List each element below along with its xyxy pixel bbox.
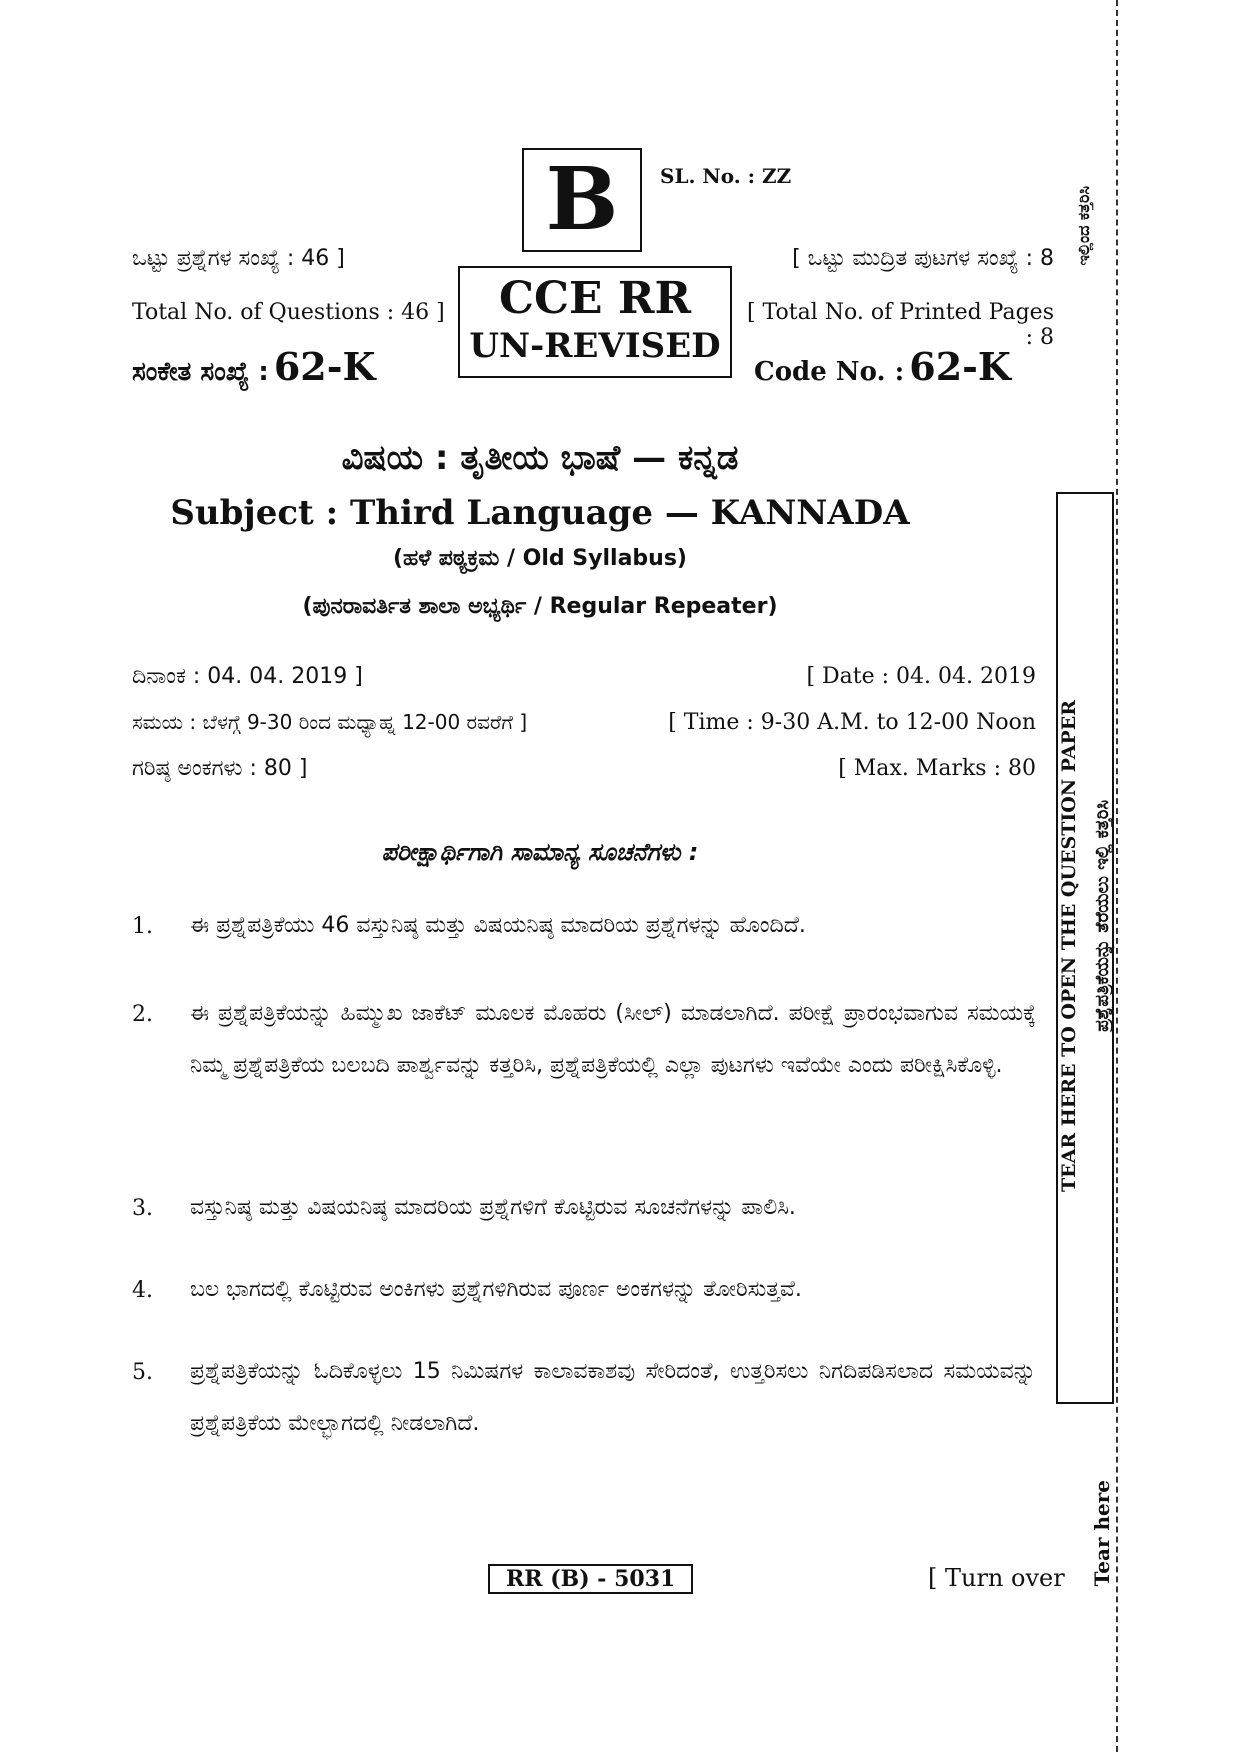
instruction-number: 4.	[132, 1278, 153, 1303]
syllabus-line: (ಹಳೆ ಪಠ್ಯಕ್ರಮ / Old Syllabus)	[393, 546, 687, 571]
max-marks-en: [ Max. Marks : 80	[838, 756, 1036, 781]
code-number-kn	[132, 344, 376, 389]
printed-pages-kn: [ ಒಟ್ಟು ಮುದ್ರಿತ ಪುಟಗಳ ಸಂಖ್ಯೆ : 8	[792, 246, 1054, 271]
instruction-text: ಈ ಪ್ರಶ್ನೆಪತ್ರಿಕೆಯನ್ನು ಹಿಮ್ಮುಖ ಜಾಕೆಟ್ ಮೂಲಕ ಮೊಹರು (ಸೀಲ್) ಮಾಡಲಾಗಿದೆ. ಪರೀಕ್ಷೆ ಪ್ರಾರಂಭವಾಗುವ ಸಮಯಕ್ಕೆ ನಿಮ್ಮ ಪ್ರಶ್ನೆಪತ್ರಿಕೆಯ ಬಲಬದಿ ಪಾರ್ಶ್ವವನ್ನು ಕತ್ತರಿಸಿ, ಪ್ರಶ್ನೆಪತ್ರಿಕೆಯಲ್ಲಿ ಎಲ್ಲಾ ಪುಟಗಳು ಇವೆಯೇ ಎಂದು ಪರೀಕ್ಷಿಸಿಕೊಳ್ಳಿ.	[190, 1001, 1036, 1078]
paper-code: RR (B) - 5031	[488, 1564, 693, 1594]
instructions-heading: ಪರೀಕ್ಷಾರ್ಥಿಗಾಗಿ ಸಾಮಾನ್ಯ ಸೂಚನೆಗಳು :	[381, 838, 699, 866]
serial-number: SL. No. : ZZ	[660, 164, 792, 188]
subject-title-en: Subject : Third Language — KANNADA	[170, 493, 910, 533]
subject-title-kn: ವಿಷಯ : ತೃತೀಯ ಭಾಷೆ — ಕನ್ನಡ	[341, 438, 739, 478]
cce-box	[458, 266, 732, 378]
max-marks-kn: ಗರಿಷ್ಠ ಅಂಕಗಳು : 80 ]	[132, 756, 308, 781]
code-value-kn: 62-K	[273, 344, 376, 389]
time-kn: ಸಮಯ : ಬೆಳಗ್ಗೆ 9-30 ರಿಂದ ಮಧ್ಯಾಹ್ನ 12-00 ರವರೆಗೆ ]	[132, 710, 528, 734]
code-label-en: Code No. :	[754, 357, 905, 387]
code-number-en	[754, 344, 1011, 389]
time-en: [ Time : 9-30 A.M. to 12-00 Noon	[668, 710, 1036, 735]
instruction-text: ವಸ್ತುನಿಷ್ಠ ಮತ್ತು ವಿಷಯನಿಷ್ಠ ಮಾದರಿಯ ಪ್ರಶ್ನೆಗಳಿಗೆ ಕೊಟ್ಟಿರುವ ಸೂಚನೆಗಳನ್ನು ಪಾಲಿಸಿ.	[190, 1195, 796, 1220]
instruction-number: 1.	[132, 914, 153, 939]
cut-here-kn-top: ಇಲ್ಲಿಂದ ಕತ್ತರಿಸಿ	[1074, 186, 1093, 266]
tear-instruction-en: TEAR HERE TO OPEN THE QUESTION PAPER	[1058, 700, 1080, 1192]
tear-instruction-kn: ಪ್ರಶ್ನೆಪತ್ರಿಕೆಯನ್ನು ತೆರೆಯಲು ಇಲ್ಲಿ ಕತ್ತರಿಸಿ	[1092, 800, 1113, 1032]
instruction-number: 3.	[132, 1196, 153, 1221]
candidate-type-line: (ಪುನರಾವರ್ತಿತ ಶಾಲಾ ಅಭ್ಯರ್ಥಿ / Regular Repeater)	[302, 594, 778, 619]
tear-dashed-line	[1116, 0, 1118, 1752]
instruction-text: ಪ್ರಶ್ನೆಪತ್ರಿಕೆಯನ್ನು ಓದಿಕೊಳ್ಳಲು 15 ನಿಮಿಷಗಳ ಕಾಲಾವಕಾಶವು ಸೇರಿದಂತೆ, ಉತ್ತರಿಸಲು ನಿಗದಿಪಡಿಸಲಾದ ಸಮಯವನ್ನು ಪ್ರಶ್ನೆಪತ್ರಿಕೆಯ ಮೇಲ್ಭಾಗದಲ್ಲಿ ನೀಡಲಾಗಿದೆ.	[190, 1359, 1036, 1436]
series-letter: B	[522, 148, 642, 252]
code-value-en: 62-K	[909, 344, 1011, 389]
instruction-number: 2.	[132, 1002, 153, 1027]
total-questions-en: Total No. of Questions : 46 ]	[132, 300, 445, 325]
instruction-text: ಬಲ ಭಾಗದಲ್ಲಿ ಕೊಟ್ಟಿರುವ ಅಂಕಿಗಳು ಪ್ರಶ್ನೆಗಳಿಗಿರುವ ಪೂರ್ಣ ಅಂಕಗಳನ್ನು ತೋರಿಸುತ್ತವೆ.	[190, 1277, 802, 1302]
cce-subtitle: UN-REVISED	[469, 326, 721, 366]
instruction-text: ಈ ಪ್ರಶ್ನೆಪತ್ರಿಕೆಯು 46 ವಸ್ತುನಿಷ್ಠ ಮತ್ತು ವಿಷಯನಿಷ್ಠ ಮಾದರಿಯ ಪ್ರಶ್ನೆಗಳನ್ನು ಹೊಂದಿದೆ.	[190, 913, 806, 938]
total-questions-kn: ಒಟ್ಟು ಪ್ರಶ್ನೆಗಳ ಸಂಖ್ಯೆ : 46 ]	[132, 246, 345, 271]
date-kn: ದಿನಾಂಕ : 04. 04. 2019 ]	[132, 664, 363, 689]
tear-here-label: Tear here	[1090, 1480, 1114, 1587]
instruction-number: 5.	[132, 1360, 153, 1385]
cce-title: CCE RR	[498, 273, 692, 324]
printed-pages-en: [ Total No. of Printed Pages : 8	[746, 300, 1054, 350]
turn-over-label: [ Turn over	[928, 1564, 1065, 1592]
date-en: [ Date : 04. 04. 2019	[806, 664, 1036, 689]
code-label-kn: ಸಂಕೇತ ಸಂಖ್ಯೆ :	[132, 357, 269, 387]
